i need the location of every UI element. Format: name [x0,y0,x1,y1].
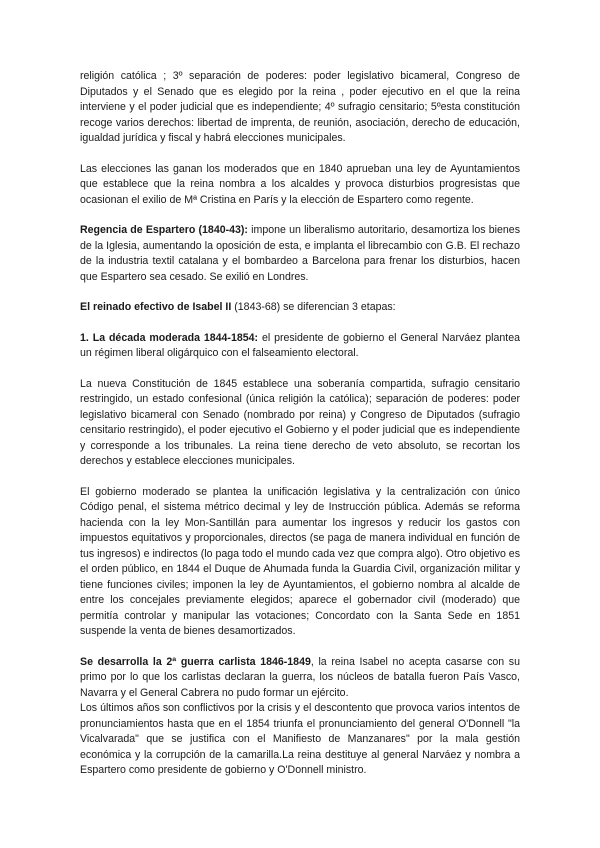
text-reinado-isabel: (1843-68) se diferencian 3 etapas: [231,301,396,313]
heading-decada-moderada: 1. La década moderada 1844-1854: [80,331,259,344]
heading-reinado-isabel: El reinado efectivo de Isabel II [80,301,232,313]
paragraph-constitucion-1845: La nueva Constitución de 1845 establece una soberanía compartida, sufragio censitario restringido, un estado confesional (única religión la católica); separación de poderes: poder legislativo bicameral con Senado (nombrado por reina) y Congreso de Diputados (sufragio censitario restringido), el poder ejecutivo el Gobierno y el poder judicial que es independiente y corresponde a los tribunales. La reina tiene derecho de veto absoluto, se recortan los derechos y establece elecciones municipales. [80,377,520,467]
paragraph-elections-1840: Las elecciones las ganan los moderados que en 1840 aprueban una ley de Ayuntamientos que establece que la reina nombra a los alcaldes y provoca disturbios progresistas que ocasionan el exilio de Mª Cristina en París y la elección de Espartero como regente. [80,162,520,206]
text-regencia-espartero: impone un liberalismo autoritario, desamortiza los bienes de la Iglesia, aumentando la oposición de esta, e implanta el librecambio con G.B. El rechazo de la industria textil catalana y el bombardeo a Barcelona para frenar los disturbios, hacen que Espartero sea cesado. Se exilió en Londres. [80,224,520,283]
paragraph-constitution-1837-rights: religión católica ; 3º separación de poderes: poder legislativo bicameral, Congreso de Diputados y el Senado que es elegido por la reina , poder ejecutivo en el que la reina interviene y el poder judicial que es independiente; 4º sufragio censitario; 5ºesta constitución recoge varios derechos: libertad de imprenta, de reunión, asociación, derecho de educación, igualdad jurídica y fiscal y habrá elecciones municipales. [80,70,520,144]
heading-guerra-carlista: Se desarrolla la 2ª guerra carlista 1846-1849 [80,655,311,668]
paragraph-decada-moderada [80,331,520,362]
paragraph-vicalvarada: Los últimos años son conflictivos por la crisis y el descontento que provoca varios intentos de pronunciamientos hasta que en el 1854 triunfa el pronunciamiento del general O'Donnell "la Vicalvarada" que se justifica con el Manifiesto de Manzanares" por la mala gestión económica y la corrupción de la camarilla.La reina destituye al general Narváez y nombra a Espartero como presidente de gobierno y O'Donnell ministro. [80,702,520,776]
paragraph-guerra-carlista [80,655,520,702]
paragraph-regencia-espartero [80,223,520,285]
heading-regencia-espartero: Regencia de Espartero (1840-43): [80,224,248,236]
paragraph-gobierno-moderado: El gobierno moderado se plantea la unificación legislativa y la centralización con único Código penal, el sistema métrico decimal y ley de Instrucción pública. Además se reforma hacienda con la ley Mon-Santillán para aumentar los ingresos y reducir los gastos con impuestos equitativos y proporcionales, directos (se paga de manera individual en función de tus ingresos) e indirectos (lo paga todo el mundo cada vez que compra algo). Otro objetivo es el orden público, en 1844 el Duque de Ahumada funda la Guardia Civil, organización militar y tiene funciones civiles; imponen la ley de Ayuntamientos, el gobierno nombra al alcalde de entre los concejales previamente elegidos; aparece el gobernador civil (moderado) que permitía controlar y manipular las votaciones; Concordato con la Santa Sede en 1851 suspende la venta de bienes desamortizados. [80,485,520,637]
paragraph-reinado-isabel [80,300,520,316]
text-decada-moderada: el presidente de gobierno el General Narváez plantea un régimen liberal oligárquico con el falseamiento electoral. [80,331,520,359]
text-guerra-carlista: , la reina Isabel no acepta casarse con su primo por lo que los carlistas declaran la guerra, los núcleos de batalla fueron País Vasco, Navarra y el General Cabrera no pudo formar un ejército. [80,655,520,699]
